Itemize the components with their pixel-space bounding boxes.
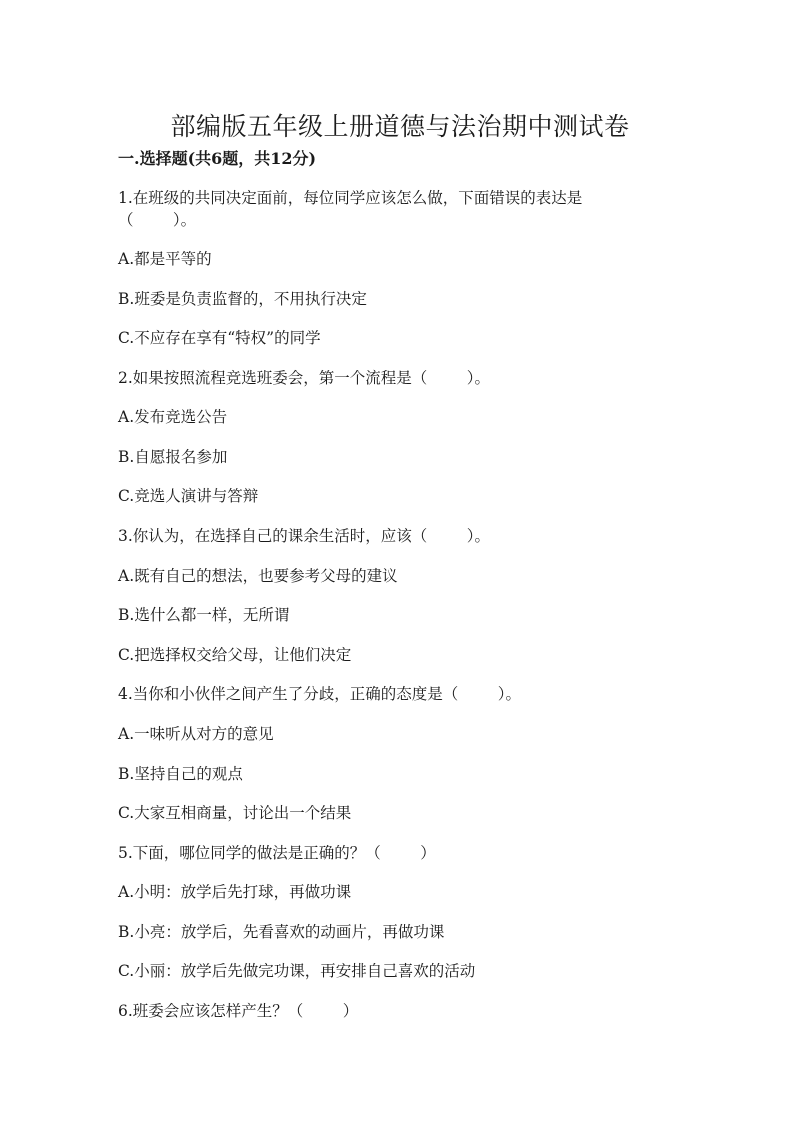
question-1-stem: 1.在班级的共同决定面前，每位同学应该怎么做，下面错误的表达是 bbox=[118, 189, 583, 207]
question-1-option-a: A.都是平等的 bbox=[118, 250, 212, 268]
question-3-option-c: C.把选择权交给父母，让他们决定 bbox=[118, 646, 352, 664]
question-4-stem: 4.当你和小伙伴之间产生了分歧，正确的态度是（ ）。 bbox=[118, 685, 521, 703]
question-1-stem-continued: （ ）。 bbox=[118, 211, 197, 229]
question-1-option-b: B.班委是负责监督的，不用执行决定 bbox=[118, 290, 367, 308]
question-1-option-c: C.不应存在享有“特权”的同学 bbox=[118, 329, 321, 347]
page-title: 部编版五年级上册道德与法治期中测试卷 bbox=[170, 111, 630, 141]
question-2-option-b: B.自愿报名参加 bbox=[118, 448, 228, 466]
question-3-stem: 3.你认为，在选择自己的课余生活时，应该（ ）。 bbox=[118, 527, 490, 545]
question-6-stem: 6.班委会应该怎样产生？（ ） bbox=[118, 1002, 359, 1020]
question-2-stem: 2.如果按照流程竞选班委会，第一个流程是（ ）。 bbox=[118, 369, 490, 387]
question-5-stem: 5.下面，哪位同学的做法是正确的？（ ） bbox=[118, 844, 436, 862]
question-2-option-c: C.竞选人演讲与答辩 bbox=[118, 487, 259, 505]
question-2-option-a: A.发布竞选公告 bbox=[118, 408, 228, 426]
question-4-option-c: C.大家互相商量，讨论出一个结果 bbox=[118, 804, 352, 822]
question-5-option-b: B.小亮：放学后，先看喜欢的动画片，再做功课 bbox=[118, 923, 445, 941]
question-5-option-c: C.小丽：放学后先做完功课，再安排自己喜欢的活动 bbox=[118, 962, 476, 980]
section-heading: 一.选择题(共6题，共12分) bbox=[118, 149, 317, 168]
question-3-option-b: B.选什么都一样，无所谓 bbox=[118, 606, 290, 624]
question-3-option-a: A.既有自己的想法，也要参考父母的建议 bbox=[118, 567, 398, 585]
question-5-option-a: A.小明：放学后先打球，再做功课 bbox=[118, 883, 352, 901]
question-4-option-b: B.坚持自己的观点 bbox=[118, 765, 243, 783]
question-4-option-a: A.一味听从对方的意见 bbox=[118, 725, 274, 743]
